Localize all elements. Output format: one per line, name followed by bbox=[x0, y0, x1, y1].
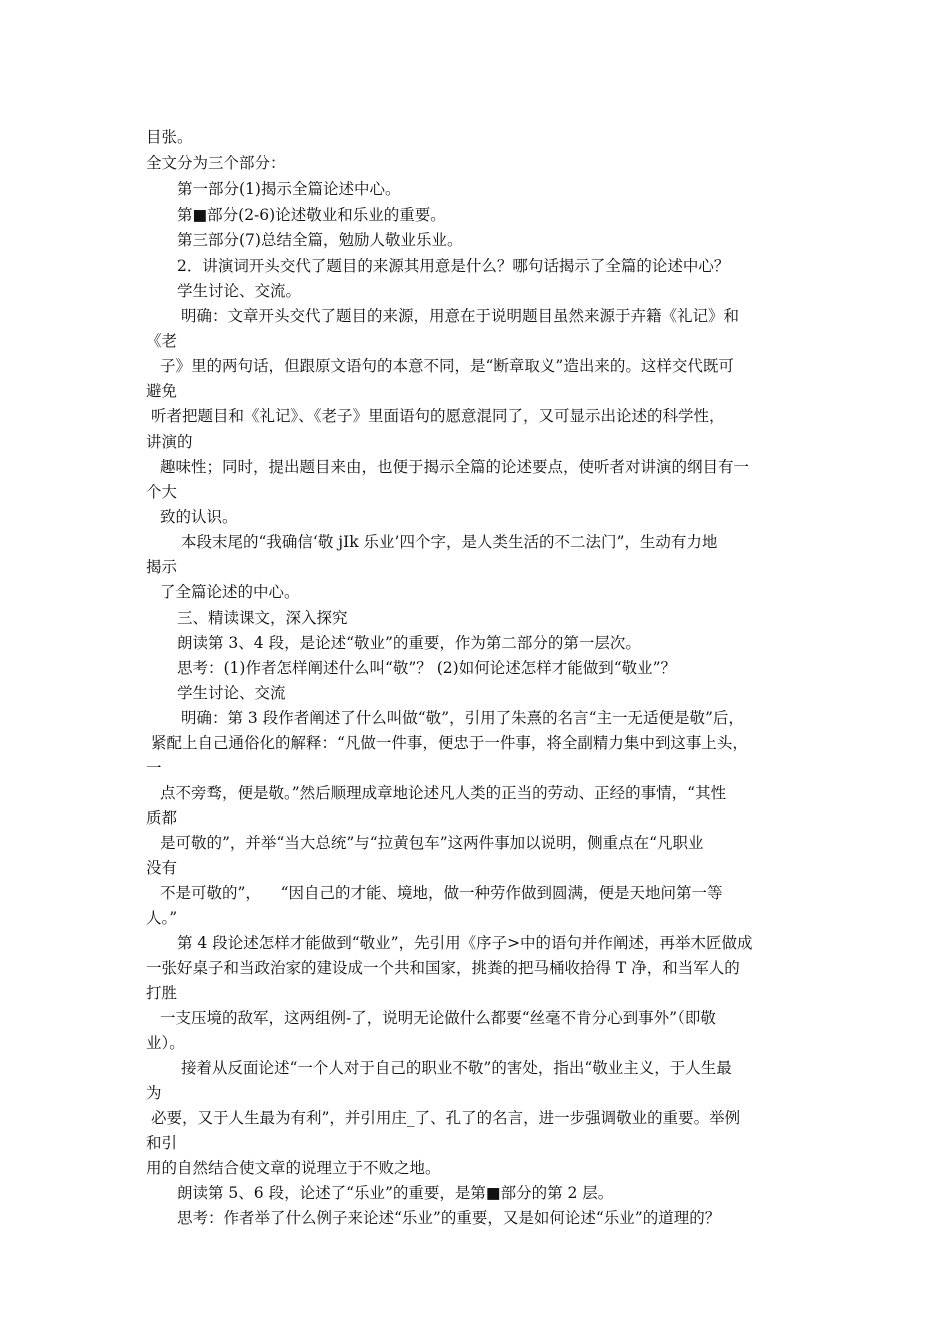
section-heading: 三、精读课文，深入探究 bbox=[177, 609, 348, 627]
text-line: 一张好桌子和当政治家的建设成一个共和国家，挑粪的把马桶收拾得 T 净，和当军人的 bbox=[146, 959, 740, 977]
text-line: 明确：文章开头交代了题目的来源，用意在于说明题目虽然来源于卉籍《礼记》和 bbox=[181, 307, 740, 325]
text-line: 一 bbox=[146, 759, 162, 777]
text-line: 第 4 段论述怎样才能做到“敬业”，先引用《序子>中的语句并作阐述，再举木匠做成 bbox=[177, 934, 753, 952]
text-line: 质都 bbox=[146, 809, 178, 827]
text-line: 全文分为三个部分： bbox=[146, 154, 286, 172]
text-line: 子》里的两句话，但跟原文语句的本意不同，是“断章取义”造出来的。这样交代既可 bbox=[160, 357, 734, 375]
text-line: 讲演的 bbox=[146, 433, 193, 451]
text-line: 用的自然结合使文章的说理立于不败之地。 bbox=[146, 1159, 441, 1177]
text-line: 打胜 bbox=[146, 984, 178, 1002]
text-line: 致的认识。 bbox=[160, 508, 238, 526]
text-line: 为 bbox=[146, 1084, 162, 1102]
text-line: 第一部分(1)揭示全篇论述中心。 bbox=[177, 180, 401, 198]
text-line: 听者把题目和《礼记》、《老子》里面语句的愿意混同了，又可显示出论述的科学性， bbox=[151, 407, 725, 425]
text-line: 明确：第 3 段作者阐述了什么叫做“敬”，引用了朱熹的名言“主一无适便是敬”后， bbox=[181, 709, 744, 727]
text-line: 是可敬的”，并举“当大总统”与“拉黄包车”这两件事加以说明，侧重点在“凡职业 bbox=[160, 834, 704, 852]
text-line: 揭示 bbox=[146, 558, 178, 576]
text-line: 接着从反面论述“一个人对于自己的职业不敬”的害处，指出“敬业主义，于人生最 bbox=[181, 1059, 732, 1077]
text-line: 目张。 bbox=[146, 128, 193, 146]
text-line: 和引 bbox=[146, 1134, 178, 1152]
text-line: 必要，又于人生最为有利”，并引用庄_了、孔了的名言，进一步强调敬业的重要。举例 bbox=[151, 1109, 741, 1127]
text-line: 人。” bbox=[146, 909, 178, 927]
text-line: 一支压境的敌军，这两组例-了，说明无论做什么都要“丝毫不肯分心到事外”（即敬 bbox=[160, 1009, 716, 1027]
text-line: 避免 bbox=[146, 382, 178, 400]
text-line: 思考：作者举了什么例子来论述“乐业”的重要，又是如何论述“乐业”的道理的？ bbox=[177, 1209, 721, 1227]
text-line: 第■部分(2-6)论述敬业和乐业的重要。 bbox=[177, 206, 446, 224]
text-line: 趣味性；同时，提出题目来由，也便于揭示全篇的论述要点，使听者对讲演的纲目有一 bbox=[160, 458, 750, 476]
text-line: 本段末尾的“我确信‘敬 jIk 乐业’四个字，是人类生活的不二法门”，生动有力地 bbox=[181, 533, 718, 551]
text-line: 朗读第 5、6 段，论述了“乐业”的重要，是第■部分的第 2 层。 bbox=[177, 1184, 614, 1202]
text-line: 第三部分(7)总结全篇，勉励人敬业乐业。 bbox=[177, 231, 463, 249]
text-line: 个大 bbox=[146, 483, 178, 501]
text-line: 《老 bbox=[146, 332, 178, 350]
text-line: 业）。 bbox=[146, 1034, 185, 1052]
text-line: 朗读第 3、4 段，是论述“敬业”的重要，作为第二部分的第一层次。 bbox=[177, 634, 641, 652]
text-line: 2．讲演词开头交代了题目的来源其用意是什么？哪句话揭示了全篇的论述中心？ bbox=[177, 257, 730, 275]
text-line: 思考：(1)作者怎样阐述什么叫“敬”？ (2)如何论述怎样才能做到“敬业”？ bbox=[177, 659, 677, 677]
text-line: 点不旁骛，便是敬。”然后顺理成章地论述凡人类的正当的劳动、正经的事情，“其性 bbox=[160, 784, 727, 802]
text-line: 没有 bbox=[146, 859, 178, 877]
text-line: 学生讨论、交流。 bbox=[177, 282, 302, 300]
text-line: 不是可敬的”， “因自己的才能、境地，做一种劳作做到圆满，便是天地问第一等 bbox=[160, 884, 723, 902]
text-line: 了全篇论述的中心。 bbox=[160, 583, 300, 601]
text-line: 学生讨论、交流 bbox=[177, 684, 286, 702]
text-line: 紧配上自己通俗化的解释：“凡做一件事，便忠于一件事，将全副精力集中到这事上头， bbox=[151, 734, 748, 752]
